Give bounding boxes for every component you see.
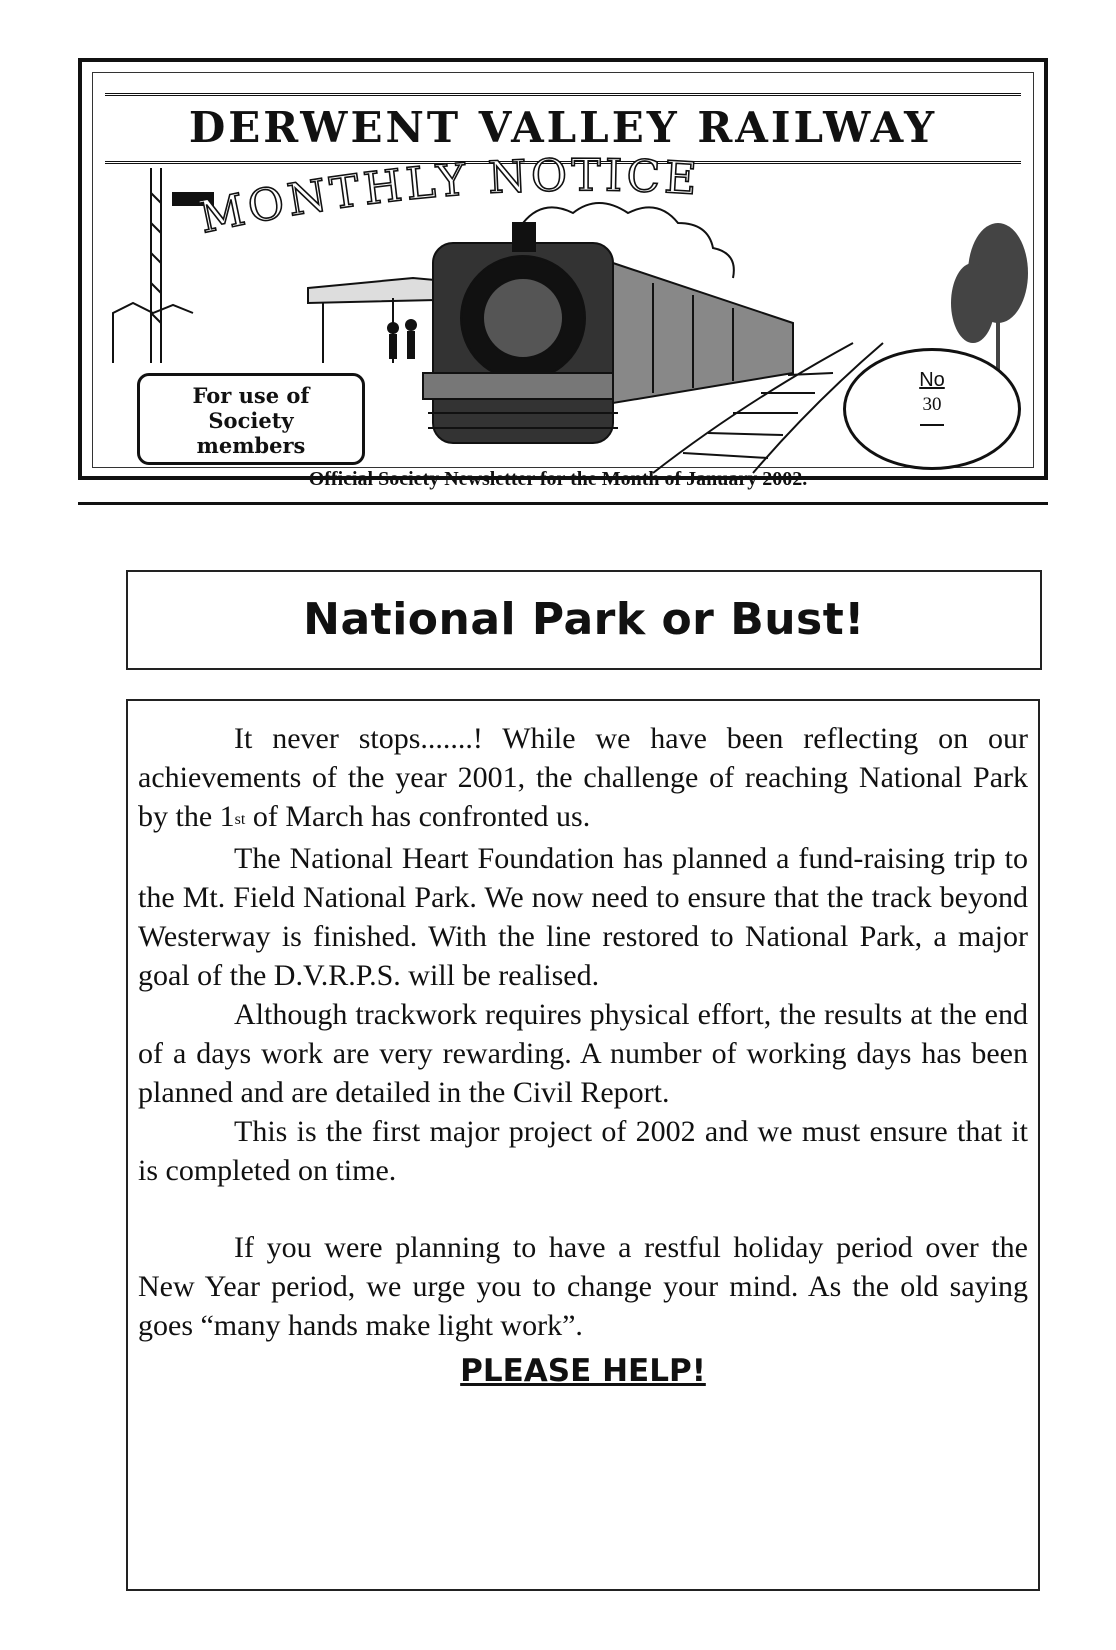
- paragraph-text: of March has confronted us.: [245, 800, 591, 833]
- locomotive-icon: [423, 223, 793, 443]
- caption-rule: [78, 502, 1048, 505]
- article-paragraph: This is the first major project of 2002 and we must ensure that it is completed on time.: [138, 1115, 1028, 1187]
- railway-name: DERWENT VALLEY RAILWAY: [188, 103, 938, 152]
- issue-number: 30: [922, 394, 942, 415]
- trees-icon: [951, 223, 1028, 373]
- badge-line: members: [196, 433, 306, 458]
- masthead: [78, 58, 1048, 480]
- article-paragraph: If you were planning to have a restful holiday period over the New Year period, we urge you to change your mind. As the old saying goes “many hands make light work”.: [138, 1231, 1028, 1342]
- article-box: [126, 699, 1040, 1591]
- issue-label: No: [919, 369, 945, 391]
- headline-box: [126, 570, 1042, 670]
- article-paragraph: The National Heart Foundation has planned a fund-raising trip to the Mt. Field National Park. We now need to ensure that the track beyond Westerway is finished. With the line restored to National Park, a major goal of the D.V.R.P.S. will be realised.: [138, 842, 1028, 992]
- monthly-notice-title: MONTHLY NOTICE: [194, 150, 703, 244]
- badge-line: Society: [208, 408, 294, 433]
- please-help-callout: PLEASE HELP!: [460, 1353, 706, 1389]
- badge-line: For use of: [192, 383, 310, 408]
- newsletter-caption: Official Society Newsletter for the Month of January 2002.: [308, 468, 808, 490]
- issue-number-oval: [843, 348, 1021, 470]
- masthead-frame: [92, 72, 1034, 468]
- article-paragraph: [138, 719, 1028, 839]
- ordinal-suffix: st: [234, 811, 246, 828]
- members-only-badge: [137, 373, 365, 465]
- people-icon: [387, 319, 417, 359]
- issue-dash: [920, 424, 944, 426]
- article-headline: National Park or Bust!: [303, 594, 865, 645]
- article-paragraph: Although trackwork requires physical effort, the results at the end of a days work are very rewarding. A number of working days has been planned and are detailed in the Civil Report.: [138, 998, 1028, 1109]
- paragraph-text: It never stops.......! While we have been reflecting on our achievements of the year 2001, the challenge of reaching National Park by the 1: [138, 722, 1028, 833]
